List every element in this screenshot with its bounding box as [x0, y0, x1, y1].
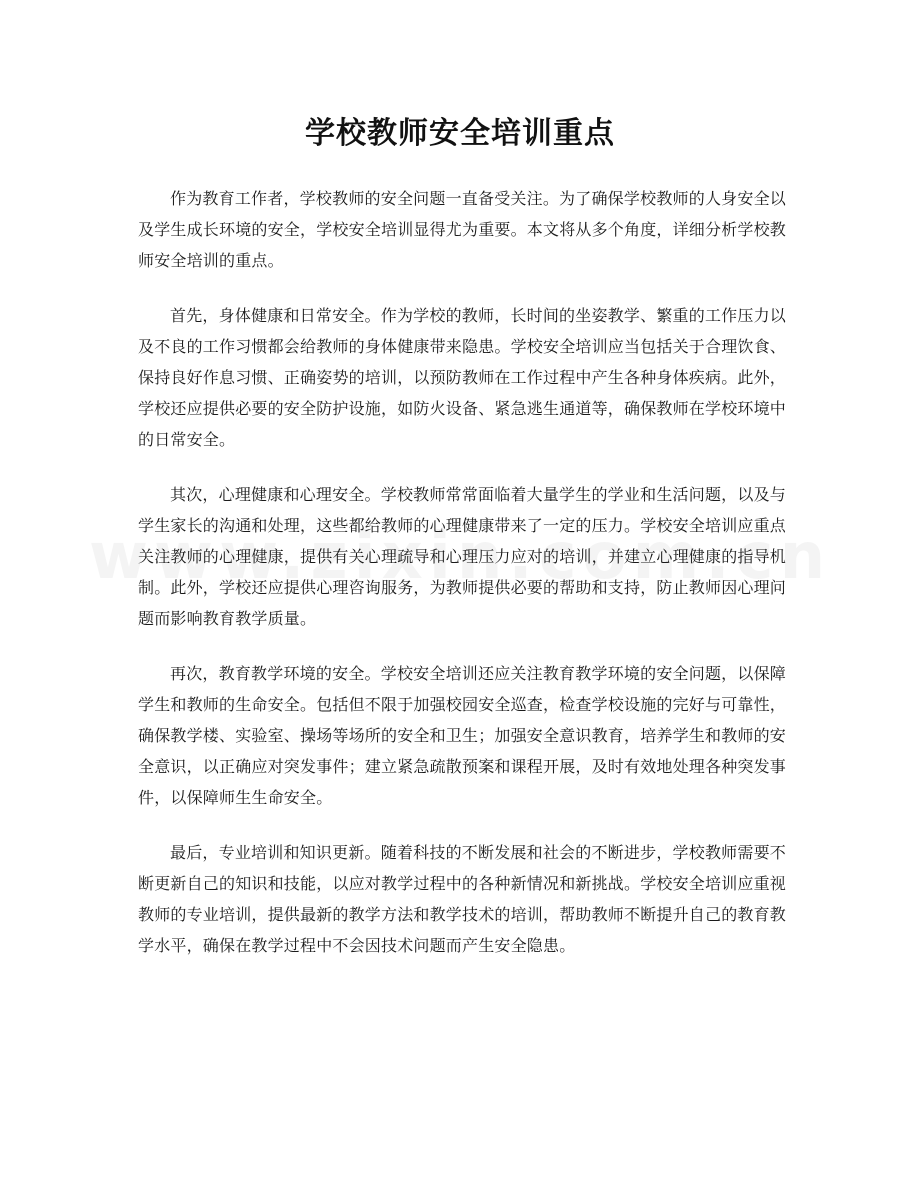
paragraph-intro: 作为教育工作者，学校教师的安全问题一直备受关注。为了确保学校教师的人身安全以及学生成长环境的安全，学校安全培训显得尤为重要。本文将从多个角度，详细分析学校教师安全培训的重点。: [138, 189, 787, 271]
paragraph-physical-safety: 首先，身体健康和日常安全。作为学校的教师，长时间的坐姿教学、繁重的工作压力以及不良的工作习惯都会给教师的身体健康带来隐患。学校安全培训应当包括关于合理饮食、保持良好作息习惯、正确姿势的培训，以预防教师在工作过程中产生各种身体疾病。此外，学校还应提供必要的安全防护设施，如防火设备、紧急逃生通道等，确保教师在学校环境中的日常安全。: [138, 305, 787, 450]
page-title: 学校教师安全培训重点: [305, 116, 615, 151]
paragraph-mental-safety: 其次，心理健康和心理安全。学校教师常常面临着大量学生的学业和生活问题，以及与学生家长的沟通和处理，这些都给教师的心理健康带来了一定的压力。学校安全培训应重点关注教师的心理健康，提供有关心理疏导和心理压力应对的培训，并建立心理健康的指导机制。此外，学校还应提供心理咨询服务，为教师提供必要的帮助和支持，防止教师因心理问题而影响教育教学质量。: [138, 484, 787, 629]
paragraph-environment-safety: 再次，教育教学环境的安全。学校安全培训还应关注教育教学环境的安全问题，以保障学生和教师的生命安全。包括但不限于加强校园安全巡查，检查学校设施的完好与可靠性，确保教学楼、实验室、操场等场所的安全和卫生；加强安全意识教育，培养学生和教师的安全意识，以正确应对突发事件；建立紧急疏散预案和课程开展，及时有效地处理各种突发事件，以保障师生生命安全。: [138, 663, 787, 808]
paragraph-professional-training: 最后，专业培训和知识更新。随着科技的不断发展和社会的不断进步，学校教师需要不断更新自己的知识和技能，以应对教学过程中的各种新情况和新挑战。学校安全培训应重视教师的专业培训，提供最新的教学方法和教学技术的培训，帮助教师不断提升自己的教育教学水平，确保在教学过程中不会因技术问题而产生安全隐患。: [138, 842, 787, 956]
document-body: [138, 183, 786, 984]
